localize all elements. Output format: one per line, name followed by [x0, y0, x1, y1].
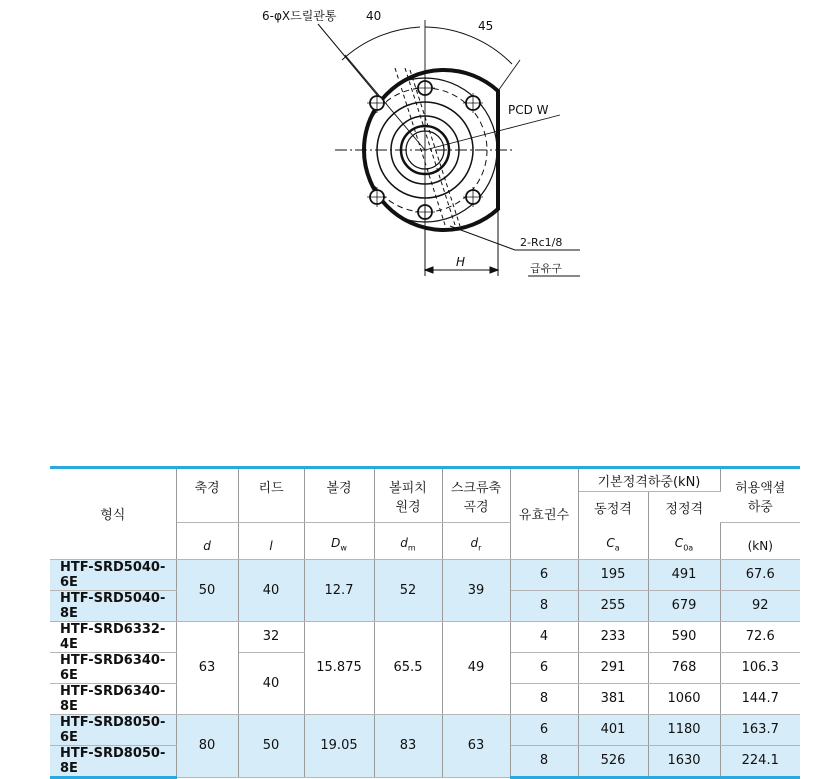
- header-turns: 유효권수: [510, 468, 578, 560]
- header-shaft: 축경: [176, 468, 238, 523]
- header-allow: 허용액셜 하중: [720, 468, 800, 523]
- symbol-static: $C_{0a}$: [648, 522, 720, 559]
- symbol-shaft: d: [176, 522, 238, 559]
- symbol-lead: l: [238, 522, 304, 559]
- header-basic-load: 기본정격하중(kN): [578, 468, 720, 492]
- hole-spec-label: 6-φX드릴관통: [262, 9, 337, 23]
- h-label: H: [456, 255, 466, 269]
- flange-drawing: [0, 0, 840, 300]
- spec-table: [50, 466, 800, 779]
- header-root: 스크류축 곡경: [442, 468, 510, 523]
- port-spec-label: 2-Rc1/8: [520, 236, 563, 249]
- header-ball: 볼경: [304, 468, 374, 523]
- symbol-dynamic: $C_a$: [578, 522, 648, 559]
- header-pitch: 볼피치 원경: [374, 468, 442, 523]
- pcd-label: PCD W: [508, 103, 549, 117]
- hole-leader: [318, 24, 378, 96]
- table-row: HTF-SRD5040-6E 50 40 12.7 52 39 6 195 491 67.6: [50, 559, 800, 590]
- angle-arc-40: [342, 27, 420, 60]
- symbol-allow: (kN): [720, 522, 800, 559]
- angle-40-label: 40: [366, 9, 382, 23]
- table-row: HTF-SRD5040-8E 8 255 679 92: [50, 590, 800, 621]
- table-row: HTF-SRD6332-4E 63 32 15.875 65.5 49 4 233 590 72.6: [50, 621, 800, 652]
- table-row: HTF-SRD6340-6E 40 6 291 768 106.3: [50, 652, 800, 683]
- table-row: HTF-SRD8050-8E 8 526 1630 224.1: [50, 745, 800, 777]
- header-dynamic: 동정격: [578, 492, 648, 523]
- header-static: 정정격: [665, 501, 704, 517]
- table-row: HTF-SRD6340-8E 8 381 1060 144.7: [50, 683, 800, 714]
- table-row: HTF-SRD8050-6E 80 50 19.05 83 63 6 401 1180 163.7: [50, 714, 800, 745]
- symbol-root: $d_r$: [442, 522, 510, 559]
- symbol-pitch: $d_m$: [374, 522, 442, 559]
- angle-45-label: 45: [478, 19, 494, 33]
- supply-port-label: 급유구: [530, 262, 562, 275]
- angle-arc-45: [425, 27, 512, 64]
- symbol-ball: $D_w$: [304, 522, 374, 559]
- header-lead: 리드: [238, 468, 304, 523]
- flange-drawing-svg: [0, 0, 840, 300]
- header-model: 형식: [50, 468, 176, 560]
